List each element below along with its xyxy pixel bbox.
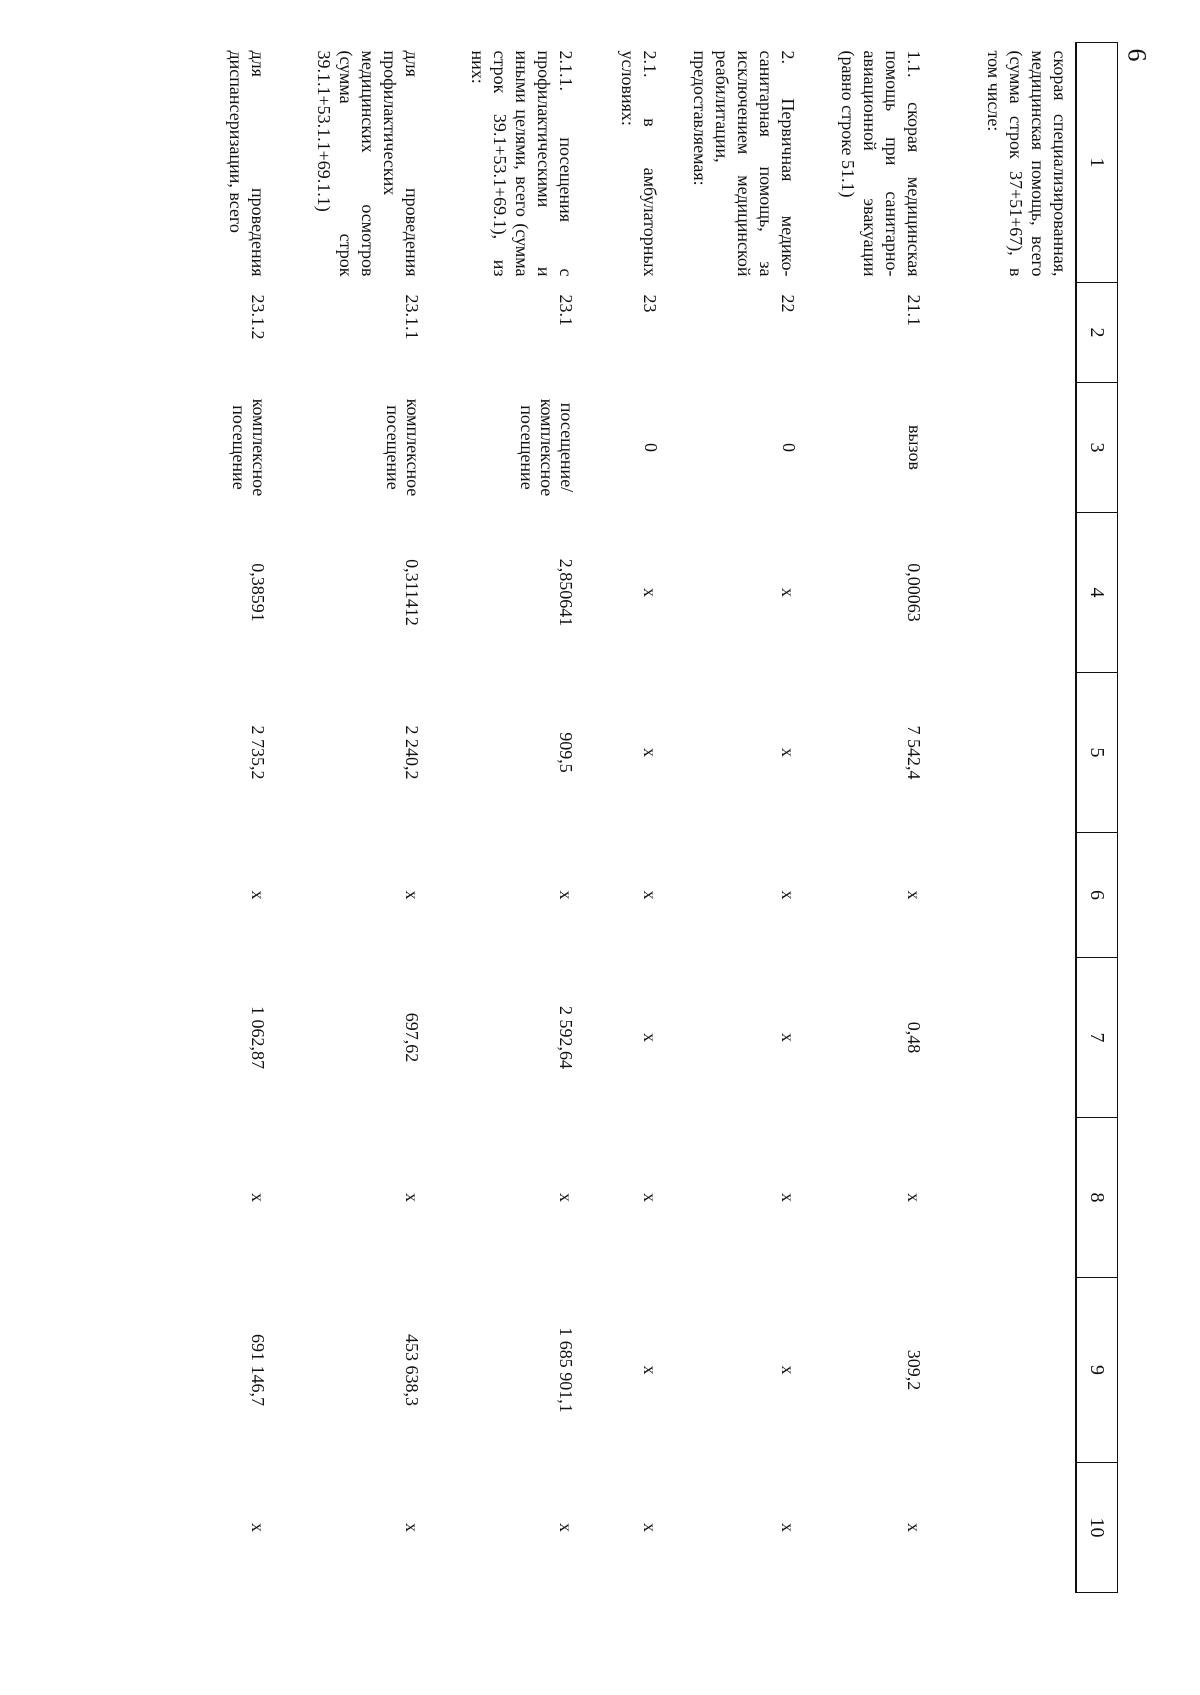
column-header: 6	[1076, 833, 1118, 958]
table-cell: x	[402, 890, 422, 900]
table-cell: 1 062,87	[248, 1006, 268, 1069]
row-code: 23.1.2	[248, 294, 268, 340]
data-table	[179, 42, 1118, 1593]
table-cell: 309,2	[904, 1349, 924, 1391]
table-cell	[929, 958, 1076, 1118]
table-cell: посещение/ комплексное посещение	[517, 398, 577, 497]
table-cell: комплексное посещение	[229, 398, 269, 497]
table-cell: 0,311412	[402, 559, 422, 626]
table-cell: x	[248, 890, 268, 900]
table-row	[581, 43, 665, 1593]
row-code: 23.1.1	[402, 294, 422, 340]
table-cell	[929, 1278, 1076, 1463]
page-number: 6	[1122, 48, 1152, 62]
table-row	[273, 43, 427, 1593]
table-cell: x	[778, 748, 798, 757]
table-cell: 0,00063	[904, 563, 924, 622]
row-label: 2. Первичная медико-санитарная помощь, за исключением медицинской реабилитации, предоставляемая:	[690, 50, 798, 277]
table-cell: x	[778, 890, 798, 900]
row-code: 22	[778, 294, 798, 313]
table-cell: x	[904, 1193, 924, 1202]
column-header: 5	[1076, 673, 1118, 833]
row-code: 23.1	[556, 294, 576, 326]
rotated-table-container	[183, 42, 1118, 1592]
table-cell	[929, 673, 1076, 833]
table-cell: x	[640, 1033, 660, 1042]
table-cell: 909,5	[556, 732, 576, 773]
column-header: 8	[1076, 1118, 1118, 1278]
table-cell: x	[402, 1523, 422, 1532]
table-cell: 0,48	[904, 1021, 924, 1054]
column-header: 3	[1076, 383, 1118, 513]
table-cell: x	[556, 890, 576, 900]
table-cell: 691 146,7	[248, 1334, 268, 1406]
column-header: 2	[1076, 283, 1118, 383]
table-cell: x	[402, 1193, 422, 1202]
table-cell	[929, 383, 1076, 513]
table-cell: 2 735,2	[248, 725, 268, 780]
row-code: 23	[640, 294, 660, 313]
table-cell: x	[904, 890, 924, 900]
row-label: 2.1.1. посещения с профилактическими и иными целями, всего (сумма строк 39.1+53.1+69.1), из них:	[468, 50, 576, 277]
table-cell: x	[778, 1033, 798, 1042]
column-header: 4	[1076, 513, 1118, 673]
table-row	[929, 43, 1076, 1593]
table-cell: x	[778, 1365, 798, 1375]
table-cell: x	[640, 588, 660, 597]
row-code: 21.1	[904, 294, 924, 326]
table-cell	[929, 1463, 1076, 1593]
table-cell: x	[778, 1523, 798, 1532]
table-cell: x	[778, 588, 798, 597]
row-label: для проведения профилактических медицинских осмотров (сумма строк 39.1.1+53.1.1+69.1.1)	[314, 50, 422, 277]
row-label: 2.1. в амбулаторных условиях:	[618, 50, 660, 277]
header-row	[1076, 43, 1118, 1593]
table-cell: x	[640, 1523, 660, 1532]
table-cell: 2 240,2	[402, 725, 422, 780]
column-header: 9	[1076, 1278, 1118, 1463]
table-cell: x	[778, 1193, 798, 1202]
table-cell: x	[640, 890, 660, 900]
table-cell: 7 542,4	[904, 725, 924, 780]
table-cell	[929, 833, 1076, 958]
table-row	[803, 43, 929, 1593]
row-label: для проведения диспансеризации, всего	[226, 50, 268, 277]
table-cell: 0	[641, 443, 661, 452]
row-label: 1.1. скорая медицинская помощь при санитарно-авиационной эвакуации (равно строке 51.1)	[838, 50, 924, 277]
table-cell	[929, 513, 1076, 673]
table-cell: x	[248, 1193, 268, 1202]
table-cell: x	[640, 1365, 660, 1375]
table-cell: вызов	[905, 424, 925, 471]
table-row	[665, 43, 803, 1593]
column-header: 7	[1076, 958, 1118, 1118]
column-header: 10	[1076, 1463, 1118, 1593]
table-row	[179, 43, 273, 1593]
table-cell	[929, 1118, 1076, 1278]
table-cell: x	[556, 1193, 576, 1202]
table-cell: 1 685 901,1	[556, 1327, 576, 1413]
table-cell: 0	[779, 443, 799, 452]
table-cell: 697,62	[402, 1012, 422, 1063]
table-cell: 2 592,64	[556, 1006, 576, 1069]
table-cell: x	[556, 1523, 576, 1532]
row-code	[929, 283, 1076, 383]
row-label: скорая специализированная, медицинская помощь, всего (сумма строк 37+51+67), в том числе:	[984, 50, 1070, 277]
column-header: 1	[1076, 43, 1118, 283]
table-cell: 2,850641	[556, 558, 576, 627]
table-row	[427, 43, 581, 1593]
table-cell: x	[248, 1523, 268, 1532]
table-cell: 0,38591	[248, 563, 268, 622]
table-cell: x	[640, 748, 660, 757]
table-cell: 453 638,3	[402, 1334, 422, 1406]
table-cell: x	[640, 1193, 660, 1202]
table-cell: комплексное посещение	[383, 398, 423, 497]
table-cell: x	[904, 1523, 924, 1532]
